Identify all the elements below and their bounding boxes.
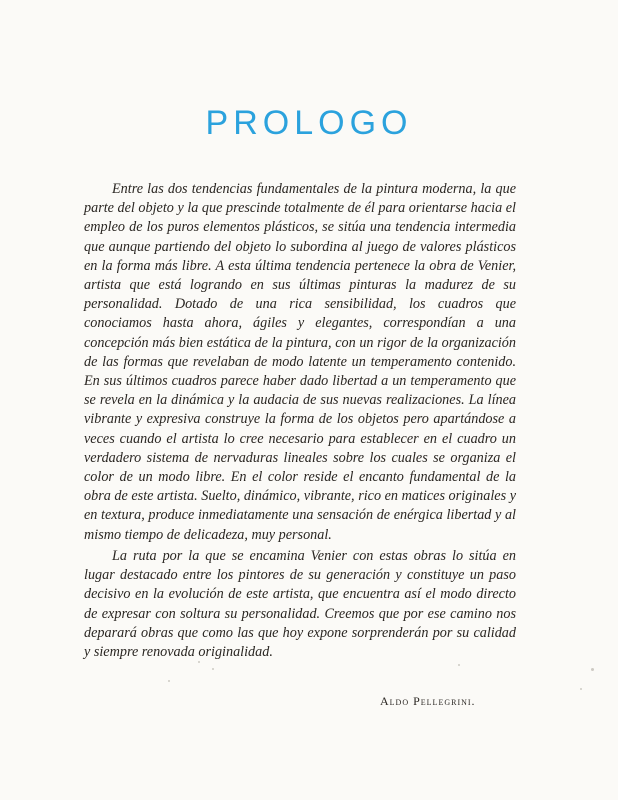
body-paragraph-2: La ruta por la que se encamina Venier con estas obras lo sitúa en lugar destacado entre los pintores de su generación y constituye un paso decisivo en la evolución de este artista, que encuentra así el modo directo de expresar con soltura su personalidad. Creemos que por ese camino nos deparará obras que como las que hoy expone sorprenderán por su calidad y siempre renovada originalidad. bbox=[84, 548, 516, 661]
paper-speck bbox=[212, 668, 214, 670]
paper-speck bbox=[591, 668, 594, 671]
page-title: PROLOGO bbox=[205, 104, 413, 142]
body-paragraph-1: Entre las dos tendencias fundamentales de la pintura moderna, la que parte del objeto y la que prescinde totalmente de él para orientarse hacia el empleo de los puros elementos plásticos, se sitúa una tendencia intermedia que aunque partiendo del objeto lo subordina al juego de valores plásticos en la forma más libre. A esta última tendencia pertenece la obra de Venier, artista que está logrando en sus últimas pinturas la madurez de su personalidad. Dotado de una rica sensibilidad, los cuadros que conociamos hasta ahora, ágiles y elegantes, correspondían a una concepción más bien estática de la pintura, con un rigor de la organización de las formas que revelaban de modo latente un temperamento contenido. En sus últimos cuadros parece haber dado libertad a un temperamento que se revela en la dinámica y la audacia de sus nuevas realizaciones. La línea vibrante y expresiva construye la forma de los objetos pero apartándose a veces cuando el artista lo cree necesario para establecer en el cuadro un verdadero sistema de nervaduras lineales sobre los cuales se organiza el color de un modo libre. En el color reside el encanto fundamental de la obra de este artista. Suelto, dinámico, vibrante, rico en matices originales y en textura, produce inmediatamente una sensación de enérgica libertad y al mismo tiempo de delicadeza, muy personal. bbox=[84, 181, 516, 543]
paper-speck bbox=[198, 661, 200, 663]
paper-speck bbox=[168, 680, 170, 682]
paper-speck bbox=[580, 688, 582, 690]
paper-speck bbox=[458, 664, 460, 666]
author-signature: Aldo Pellegrini. bbox=[380, 694, 476, 708]
